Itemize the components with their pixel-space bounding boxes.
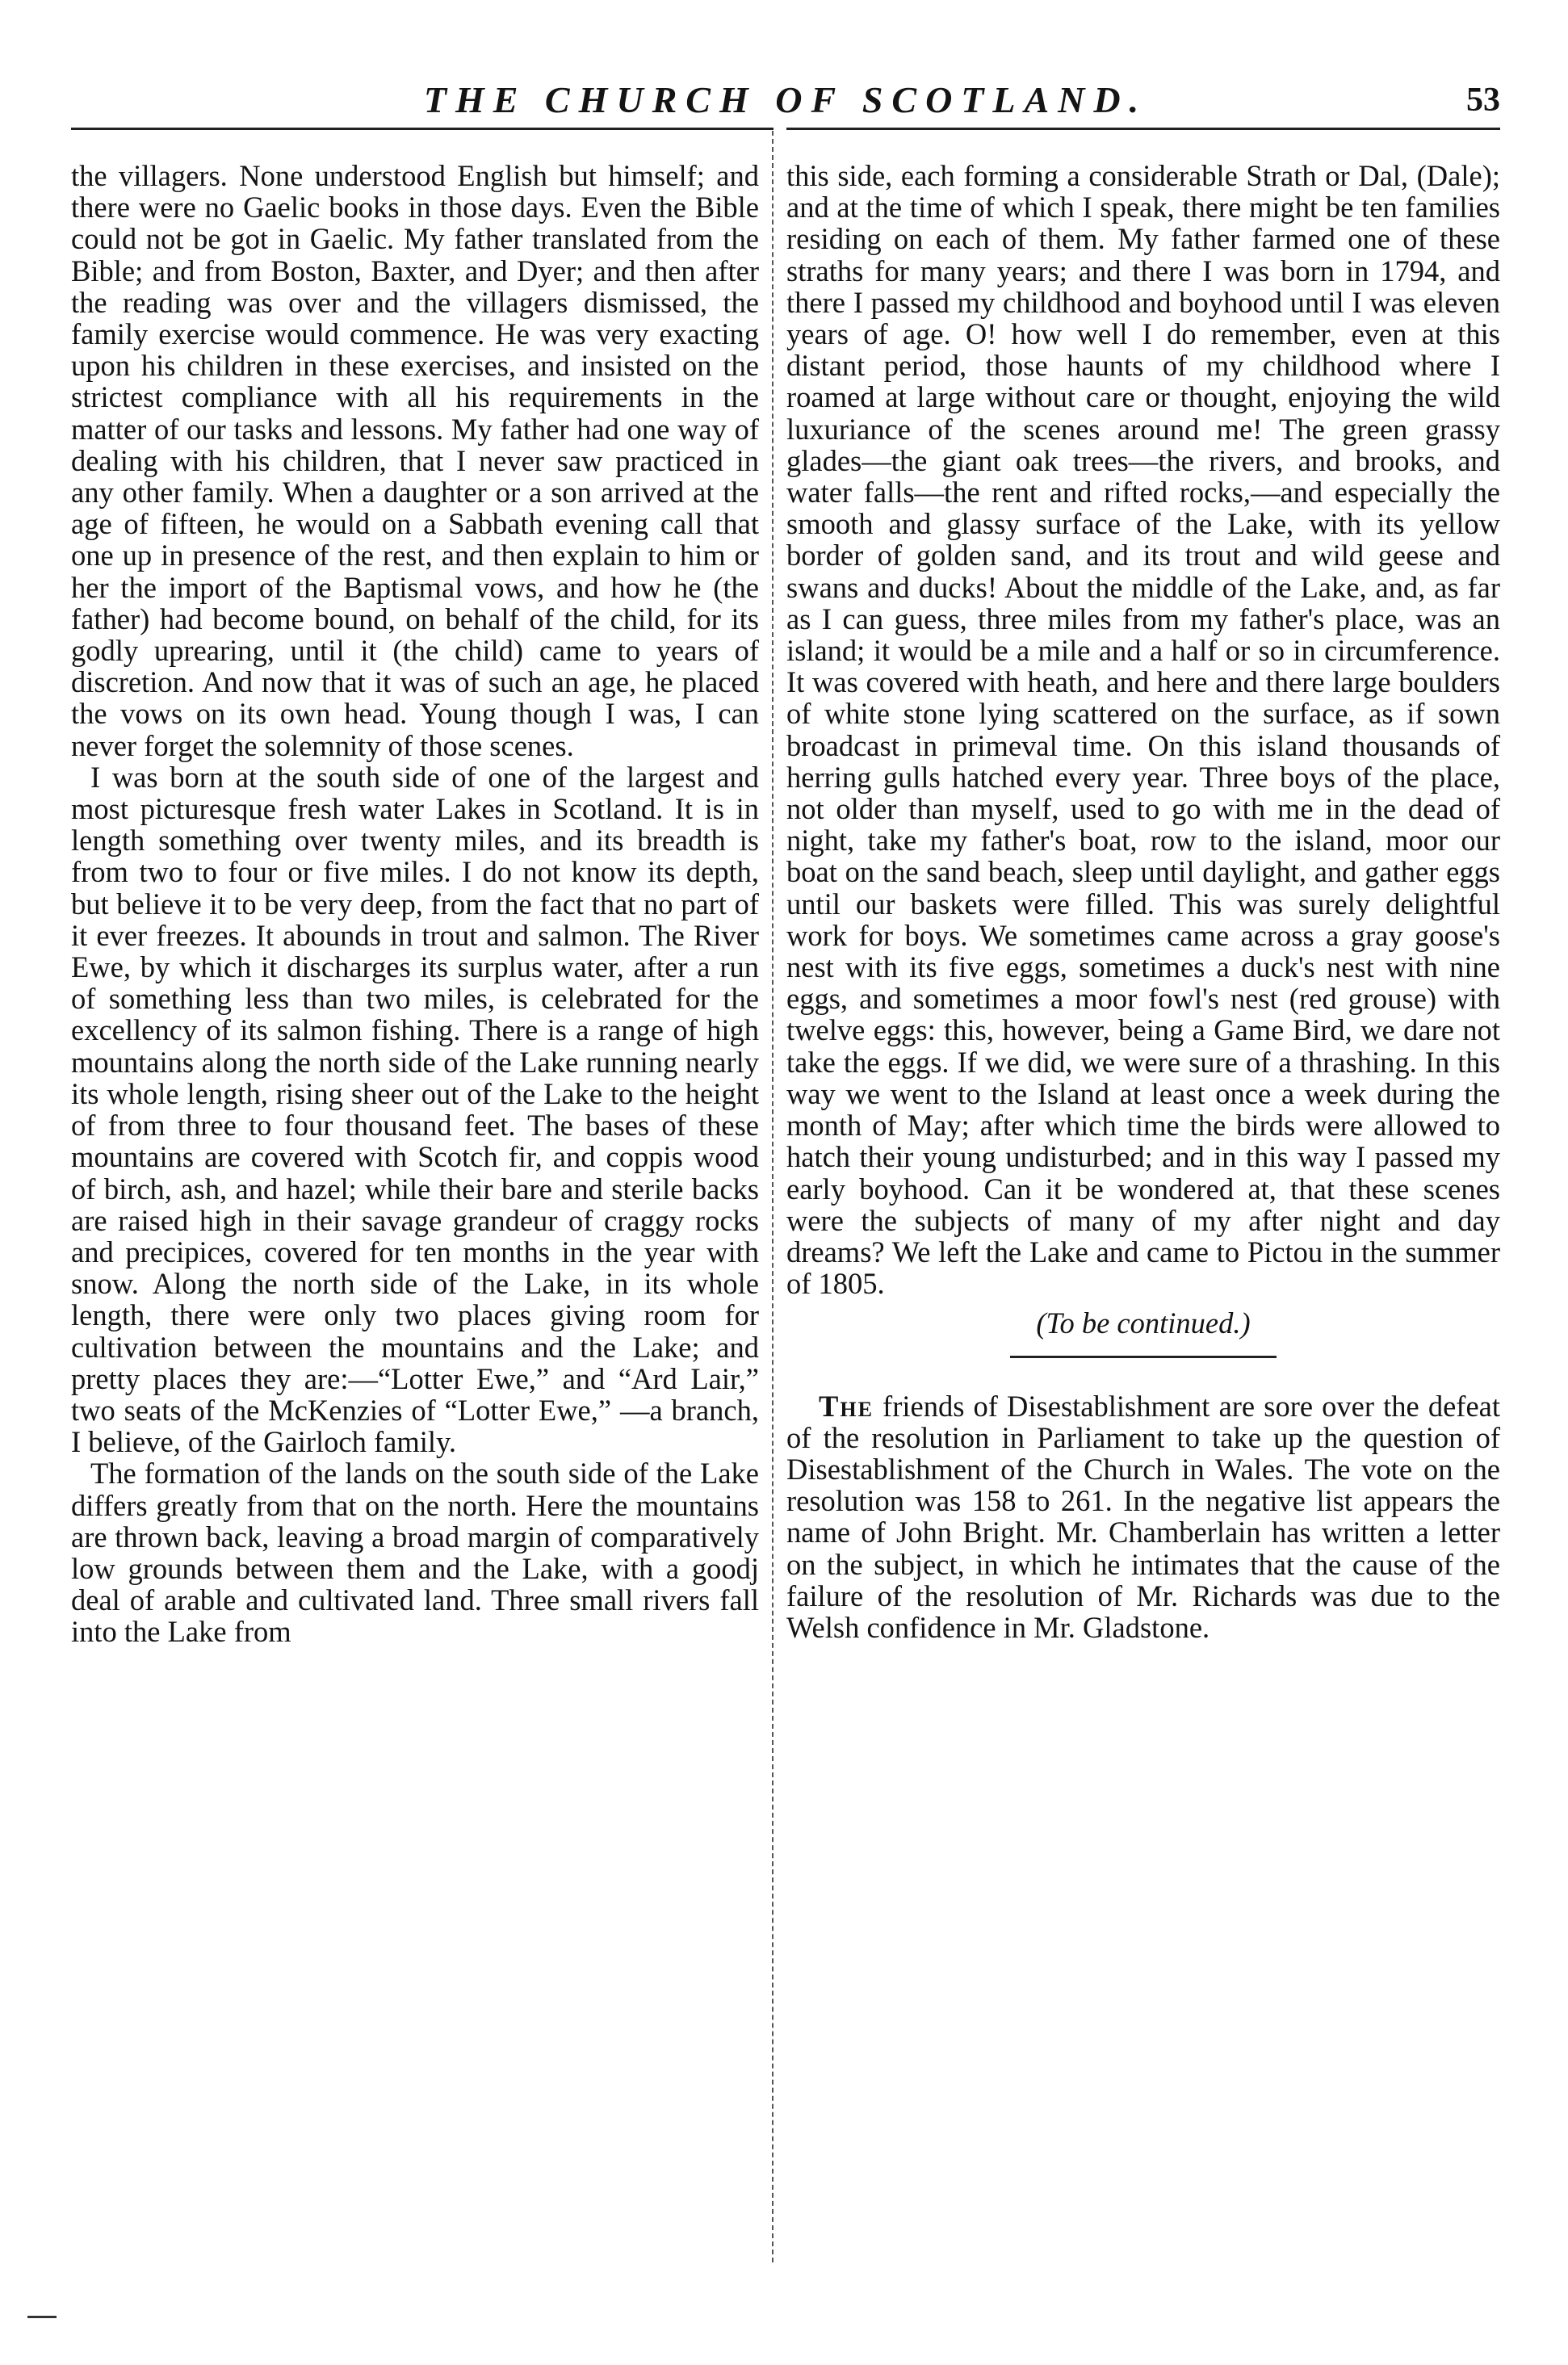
running-title: THE CHURCH OF SCOTLAND. [423,79,1148,120]
page-header [71,78,1500,123]
column-divider [772,131,774,2262]
news-paragraph [786,1390,1500,1644]
right-paragraph-1: this side, each forming a considerable Strath or Dal, (Dale); and at the time of which I speak, there might be ten families residing on each of them. My father farmed one of these straths for many years; and there I was born in 1794, and there I passed my childhood and boyhood until I was eleven years of age. O! how well I do remember, even at this distant period, those haunts of my childhood where I roamed at large without care or thought, enjoying the wild luxuriance of the scenes around me! The green grassy glades—the giant oak trees—the rivers, and brooks, and water falls—the rent and rifted rocks,—and especially the smooth and glassy surface of the Lake, with its yellow border of golden sand, and its trout and wild geese and swans and ducks! About the middle of the Lake, and, as far as I can guess, three miles from my father's place, was an island; it would be a mile and a half or so in circumference. It was covered with heath, and here and there large boulders of white stone lying scattered on the surface, as if sown broadcast in primeval time. On this island thousands of herring gulls hatched every year. Three boys of the place, not older than myself, used to go with me in the dead of night, take my father's boat, row to the island, moor our boat on the sand beach, sleep until daylight, and gather eggs until our baskets were filled. This was surely delightful work for boys. We sometimes came across a gray goose's nest with its five eggs, sometimes a duck's nest with nine eggs, and sometimes a moor fowl's nest (red grouse) with twelve eggs: this, however, being a Game Bird, we dare not take the eggs. If we did, we were sure of a thrashing. In this way we went to the Island at least once a week during the month of May; after which time the birds were allowed to hatch their young undisturbed; and in this way I passed my early boyhood. Can it be wondered at, that these scenes were the subjects of many of my after night and day dreams? We left the Lake and came to Pictou in the summer of 1805. [786,159,1500,1301]
left-paragraph-2: I was born at the south side of one of the largest and most picturesque fresh water Lakes in Scotland. It is in length something over twenty miles, and its breadth is from two to four or five miles. I do not know its depth, but believe it to be very deep, from the fact that no part of it ever freezes. It abounds in trout and salmon. The River Ewe, by which it discharges its surplus water, after a run of something less than two miles, is celebrated for the excellency of its salmon fishing. There is a range of high mountains along the north side of the Lake running nearly its whole length, rising sheer out of the Lake to the height of from three to four thousand feet. The bases of these mountains are covered with Scotch fir, and coppis wood of birch, ash, and hazel; while their bare and sterile backs are raised high in their savage grandeur of craggy rocks and precipices, covered for ten months in the year with snow. Along the north side of the Lake, in its whole length, there were only two places giving room for cultivation between the mountains and the Lake; and pretty places they are:—“Lotter Ewe,” and “Ard Lair,” two seats of the McKenzies of “Lotter Ewe,” —a branch, I believe, of the Gairloch family. [71,760,759,1459]
right-column [786,160,1500,1643]
news-item [786,1390,1500,1644]
to-be-continued: (To be continued.) [1036,1306,1251,1340]
news-lead-word: The [819,1389,874,1423]
left-paragraph-1: the villagers. None understood English but himself; and there were no Gaelic books in those days. Even the Bible could not be got in Gaelic. My father translated from the Bible; and from Boston, Baxter, and Dyer; and then after the reading was over and the villagers dismissed, the family exercise would commence. He was very exacting upon his children in these exercises, and insisted on the strictest compliance with all his requirements in the matter of our tasks and lessons. My father had one way of dealing with his children, that I never saw practiced in any other family. When a daughter or a son arrived at the age of fifteen, he would on a Sabbath evening call that one up in presence of the rest, and then explain to him or her the import of the Baptismal vows, and how he (the father) had become bound, on behalf of the child, for its godly uprearing, until it (the child) came to years of discretion. And now that it was of such an age, he placed the vows on its own head. Young though I was, I can never forget the solemnity of those scenes. [71,159,759,762]
section-rule [1010,1356,1277,1358]
left-column [71,160,759,1648]
left-paragraph-3: The formation of the lands on the south side of the Lake differs greatly from that on the north. Here the mountains are thrown back, leaving a broad margin of comparatively low grounds between them and the Lake, with a goodj deal of arable and cultivated land. Three small rivers fall into the Lake from [71,1457,759,1649]
header-rule-left [71,128,774,130]
header-rule-right [786,128,1500,130]
page-number: 53 [1466,82,1500,119]
footer-mark [27,2316,57,2318]
news-body: friends of Disestablishment are sore over the defeat of the resolution in Parliament to take up the question of Disestablishment of the Church in Wales. The vote on the resolution was 158 to 261. In the negative list appears the name of John Bright. Mr. Chamberlain has written a letter on the subject, in which he intimates that the cause of the failure of the resolution of Mr. Richards was due to the Welsh confidence in Mr. Gladstone. [786,1389,1500,1644]
